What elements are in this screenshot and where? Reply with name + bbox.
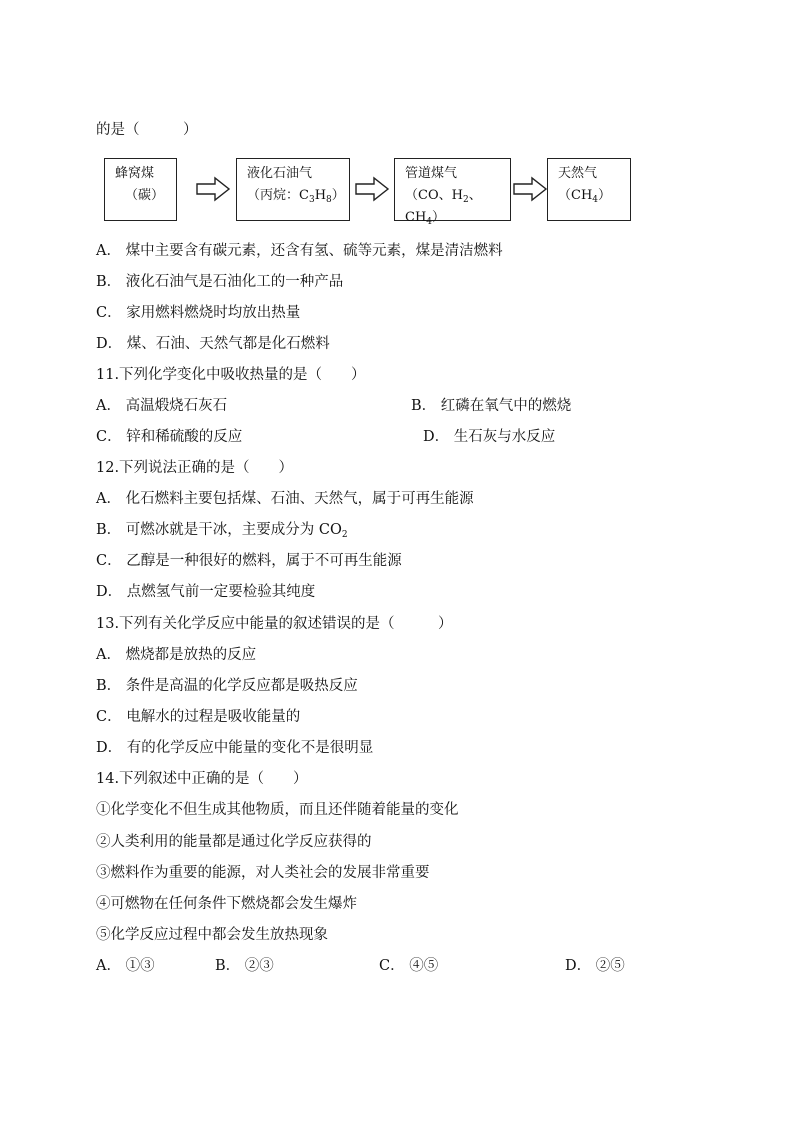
q13-option-a: A． 燃烧都是放热的反应 bbox=[96, 647, 257, 663]
q14-statement-1: ①化学变化不但生成其他物质，而且还伴随着能量的变化 bbox=[96, 802, 459, 818]
q13-stem: 13.下列有关化学反应中能量的叙述错误的是（ ） bbox=[96, 616, 453, 632]
question-10-stem-tail: 的是（ ） bbox=[96, 122, 198, 138]
q11-option-c: C． 锌和稀硫酸的反应 bbox=[96, 429, 243, 445]
hollow-right-arrow-icon bbox=[354, 176, 390, 202]
box-title: 管道煤气 bbox=[405, 166, 458, 181]
q12-option-a: A． 化石燃料主要包括煤、石油、天然气，属于可再生能源 bbox=[96, 491, 474, 507]
q11-option-b: B． 红磷在氧气中的燃烧 bbox=[411, 398, 572, 414]
box-formula: （丙烷：$C_3H_8$） bbox=[247, 188, 345, 205]
box-formula: $(CH_4)$ bbox=[558, 188, 612, 205]
q10-option-d: D． 煤、石油、天然气都是化石燃料 bbox=[96, 336, 330, 352]
q11-option-d: D． 生石灰与水反应 bbox=[423, 429, 556, 445]
q10-option-a: A． 煤中主要含有碳元素，还含有氢、硫等元素，煤是清洁燃料 bbox=[96, 243, 503, 259]
q14-statement-3: ③燃料作为重要的能源，对人类社会的发展非常重要 bbox=[96, 865, 430, 881]
box-title: 液化石油气 bbox=[247, 166, 313, 181]
q14-option-a: A． ①③ bbox=[96, 958, 155, 974]
box-title: 天然气 bbox=[558, 166, 598, 181]
q14-option-d: D． ②⑤ bbox=[565, 958, 625, 974]
diagram-box-honeycomb-coal bbox=[104, 158, 177, 221]
q12-stem: 12.下列说法正确的是（ ） bbox=[96, 460, 294, 476]
diagram-box-natural-gas bbox=[547, 158, 631, 221]
q10-option-b: B． 液化石油气是石油化工的一种产品 bbox=[96, 274, 344, 290]
q12-option-d: D． 点燃氢气前一定要检验其纯度 bbox=[96, 584, 316, 600]
q13-option-c: C． 电解水的过程是吸收能量的 bbox=[96, 709, 301, 725]
q14-stem: 14.下列叙述中正确的是（ ） bbox=[96, 771, 308, 787]
q14-statement-5: ⑤化学反应过程中都会发生放热现象 bbox=[96, 927, 328, 943]
q12-option-b: B． 可燃冰就是干冰，主要成分为 $CO_2$ bbox=[96, 522, 348, 540]
q11-stem: 11.下列化学变化中吸收热量的是（ ） bbox=[96, 367, 366, 383]
q14-statement-4: ④可燃物在任何条件下燃烧都会发生爆炸 bbox=[96, 896, 357, 912]
box-sub: （碳） bbox=[125, 188, 165, 203]
box-title: 蜂窝煤 bbox=[115, 166, 155, 181]
q13-option-d: D． 有的化学反应中能量的变化不是很明显 bbox=[96, 740, 374, 756]
q14-option-b: B． ②③ bbox=[215, 958, 274, 974]
diagram-box-pipeline-gas bbox=[394, 158, 511, 227]
hollow-right-arrow-icon bbox=[512, 176, 548, 202]
q10-option-c: C． 家用燃料燃烧时均放出热量 bbox=[96, 305, 301, 321]
q11-option-a: A． 高温煅烧石灰石 bbox=[96, 398, 228, 414]
diagram-box-lpg bbox=[236, 158, 350, 221]
q13-option-b: B． 条件是高温的化学反应都是吸热反应 bbox=[96, 678, 358, 694]
box-formula: （CO、$H_2$、$CH_4$） bbox=[405, 188, 482, 227]
q14-statement-2: ②人类利用的能量都是通过化学反应获得的 bbox=[96, 834, 372, 850]
hollow-right-arrow-icon bbox=[195, 176, 231, 202]
q12-option-c: C． 乙醇是一种很好的燃料，属于不可再生能源 bbox=[96, 553, 402, 569]
q14-option-c: C． ④⑤ bbox=[379, 958, 439, 974]
